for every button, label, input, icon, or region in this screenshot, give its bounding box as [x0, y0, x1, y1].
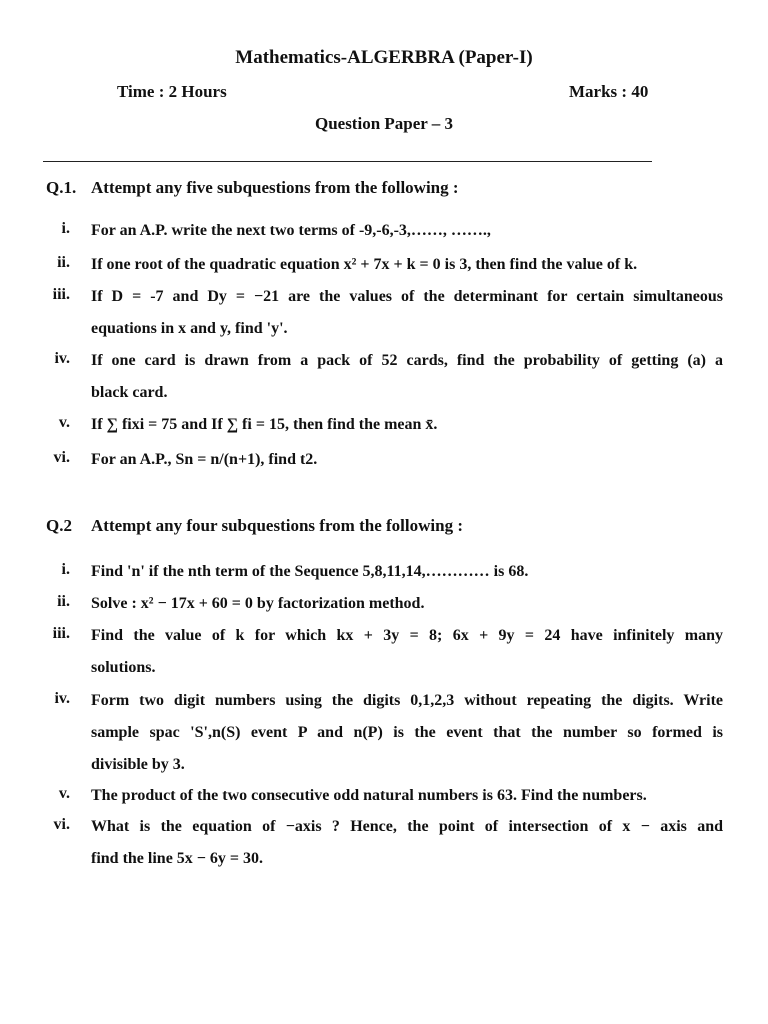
q2-item-4-line: divisible by 3.	[91, 756, 185, 773]
q1-item-1-line: For an A.P. write the next two terms of -9,-6,-3,……, …….,	[91, 222, 491, 239]
q2-item-6-line: find the line 5x − 6y = 30.	[91, 850, 264, 867]
header-divider	[43, 161, 652, 162]
q1-item-5	[91, 414, 723, 446]
q2-item-num: iii.	[52, 625, 70, 642]
q1-instruction: Attempt any five subquestions from the following :	[91, 178, 459, 197]
q1-item-5-line: If ∑ fixi = 75 and If ∑ fi = 15, then find the mean x̄.	[91, 416, 438, 433]
q2-item-3-line: Find the value of k for which kx + 3y = 8; 6x + 9y = 24 have infinitely many	[91, 627, 723, 644]
q2-item-5	[91, 785, 723, 817]
q1-item-4-line: If one card is drawn from a pack of 52 cards, find the probability of getting (a) a	[91, 352, 723, 369]
q1-item-3-line: equations in x and y, find 'y'.	[91, 320, 288, 337]
q2-item-4	[91, 690, 723, 786]
q1-number: Q.1.	[46, 178, 77, 197]
q2-item-num: ii.	[57, 593, 70, 610]
q2-item-num: vi.	[53, 816, 70, 833]
question-paper-label: Question Paper – 3	[314, 114, 454, 133]
page-title: Mathematics-ALGERBRA (Paper-I)	[235, 47, 533, 68]
q2-item-2-line: Solve : x² − 17x + 60 = 0 by factorization method.	[91, 595, 425, 612]
q2-item-3	[91, 625, 723, 689]
q2-item-num: v.	[58, 785, 70, 802]
q1-item-num: ii.	[57, 254, 70, 271]
time-label: Time : 2 Hours	[117, 82, 227, 101]
q2-number: Q.2	[46, 516, 72, 535]
q2-item-num: iv.	[54, 690, 70, 707]
q2-item-3-line: solutions.	[91, 659, 156, 676]
q1-item-3-line: If D = -7 and Dy = −21 are the values of the determinant for certain simultaneous	[91, 288, 723, 305]
q1-item-1	[91, 220, 723, 252]
q2-item-1-line: Find 'n' if the nth term of the Sequence 5,8,11,14,………… is 68.	[91, 563, 529, 580]
q1-item-6-line: For an A.P., Sn = n/(n+1), find t2.	[91, 451, 318, 468]
q1-item-4-line: black card.	[91, 384, 168, 401]
q2-item-1	[91, 561, 723, 593]
q1-item-num: iv.	[54, 350, 70, 367]
q1-item-6	[91, 449, 723, 481]
marks-label: Marks : 40	[569, 82, 649, 101]
q1-item-num: i.	[61, 220, 70, 237]
q1-item-3	[91, 286, 723, 350]
q2-item-6	[91, 816, 723, 880]
q1-item-num: vi.	[53, 449, 70, 466]
q1-item-2-line: If one root of the quadratic equation x² + 7x + k = 0 is 3, then find the value of k.	[91, 256, 638, 273]
q2-item-num: i.	[61, 561, 70, 578]
q1-item-4	[91, 350, 723, 414]
q2-item-2	[91, 593, 723, 625]
q1-item-num: v.	[58, 414, 70, 431]
q2-item-4-line: sample spac 'S',n(S) event P and n(P) is the event that the number so formed is	[91, 724, 723, 741]
q2-instruction: Attempt any four subquestions from the following :	[91, 516, 463, 535]
q2-item-6-line: What is the equation of −axis ? Hence, the point of intersection of x − axis and	[91, 818, 723, 835]
q1-item-2	[91, 254, 723, 286]
q1-item-num: iii.	[52, 286, 70, 303]
q2-item-5-line: The product of the two consecutive odd natural numbers is 63. Find the numbers.	[91, 787, 647, 804]
q2-item-4-line: Form two digit numbers using the digits 0,1,2,3 without repeating the digits. Write	[91, 692, 723, 709]
